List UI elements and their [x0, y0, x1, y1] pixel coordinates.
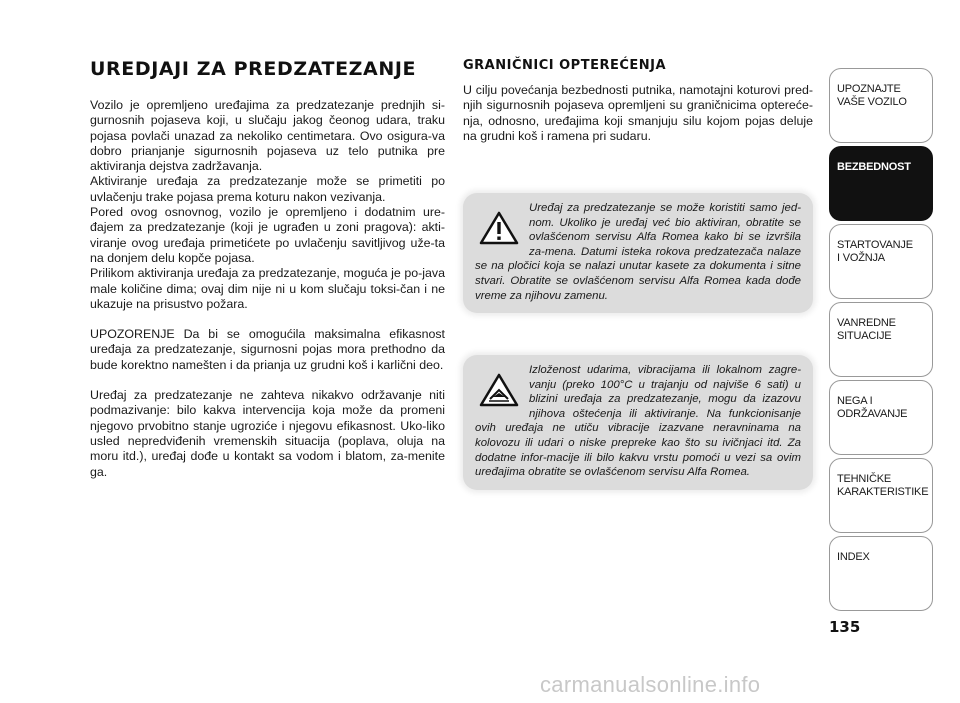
- right-column: [463, 58, 813, 144]
- tab-label: TEHNIČKE KARAKTERISTIKE: [837, 473, 929, 498]
- tab-vanredne-situacije[interactable]: [829, 302, 933, 377]
- watermark: carmanualsonline.info: [540, 672, 761, 697]
- tab-startovanje-i-voznja[interactable]: [829, 224, 933, 299]
- tab-bezbednost[interactable]: [829, 146, 933, 221]
- tab-upoznajte-vase-vozilo[interactable]: [829, 68, 933, 143]
- left-column: [90, 58, 445, 480]
- tab-label: NEGA I ODRŽAVANJE: [837, 395, 908, 420]
- paragraph: Prilikom aktiviranja uređaja za predzatezanje, moguća je po-java male količine dima; ovaj dim nije ni u kom slučaju toksi-čan i ne ukazuje na prisustvo požara.: [90, 266, 445, 311]
- warning-text: Uređaj za predzatezanje se može koristiti samo jed-nom. Ukoliko je uređaj već bio aktiviran, obratite se ovlašćenom servisu Alfa Romea kako bi se izvršila za-mena. Datumi isteka rokova predzatezača nalaze se na pločici koja se nalazi unutar kasete za dokumenta i sitne stvari. Obratite se ovlašćenom servisu Alfa Romea kada dođe vreme za njihovu zamenu.: [475, 202, 801, 302]
- hot-surface-warning-icon: [479, 373, 519, 407]
- paragraph: U cilju povećanja bezbednosti putnika, namotajni koturovi pred-njih sigurnosnih pojaseva opremljeni su graničnicima optereće-nja, odnosno, uređajima koji smanjuju silu kojom pojas deluje na grudni koš i ramena pri sudaru.: [463, 83, 813, 143]
- tab-nega-i-odrzavanje[interactable]: [829, 380, 933, 455]
- paragraph: Uređaj za predzatezanje ne zahteva nikakvo održavanje niti podmazivanje: bilo kakva intervencija koja može da promeni njegovo prvobitno stanje ugroziće i njegovu efikasnost. Uko-liko usled nepredviđenih vremenskih situacija (poplava, oluja na moru itd.), uređaj dođe u kontakt sa vodom i blatom, za-menite ga.: [90, 388, 445, 479]
- warning-paragraph: UPOZORENJE Da bi se omogućila maksimalna efikasnost uređaja za predzatezanje, sigurnosni pojas mora prethodno da bude korektno namešten i da prianja uz grudni koš i karlični deo.: [90, 327, 445, 372]
- warning-triangle-icon: [479, 211, 519, 245]
- warning-text: Izloženost udarima, vibracijama ili lokalnom zagre-vanju (preko 100°C u trajanju od najviše 6 sati) u blizini uređaja za predzatezanje, mogu da izazovu njihova oštećenja ili aktiviranje. Na funkcionisanje ovih uređaja ne utiču vibracije izazvane neravninama na kolovozu ili udari o niske prepreke kao što su ivičnjaci itd. Za dodatne infor-macije ili bilo kakvu vrstu pomoći u vezi sa ovim uređajima obratite se ovlašćenom servisu Alfa Romea.: [475, 364, 801, 479]
- tab-label: VANREDNE SITUACIJE: [837, 317, 896, 342]
- tab-label: UPOZNAJTE VAŠE VOZILO: [837, 83, 907, 108]
- section-title-pretensioners: UREDJAJI ZA PREDZATEZANJE: [90, 58, 417, 80]
- section-title-load-limiters: GRANIČNICI OPTEREĆENJA: [463, 58, 667, 73]
- warning-box-heat-vibration: [463, 355, 813, 490]
- paragraph: Aktiviranje uređaja za predzatezanje može se primetiti po uvlačenju trake pojasa prema koturu nakon vezivanja.: [90, 174, 445, 204]
- warning-box-single-use: [463, 193, 813, 313]
- tab-tehnicke-karakteristike[interactable]: [829, 458, 933, 533]
- paragraph: Pored ovog osnovnog, vozilo je opremljeno i dodatnim ure-đajem za predzatezanje (koji je ugrađen u zoni pragova): akti-viranje ovog uređaja primetićete po uvlačenju savitljivog uže-ta na donjem delu kopče pojasa.: [90, 205, 445, 265]
- paragraph: Vozilo je opremljeno uređajima za predzatezanje prednjih si-gurnosnih pojaseva koji, u slučaju jakog čeonog udara, traku pojasa povlači unazad za nekoliko centimetara. Ovo osigura-va dobro prianjanje sigurnosnih pojaseva uz telo putnika pre aktiviranja dejstva zadržavanja.: [90, 98, 445, 174]
- tab-label: STARTOVANJE I VOŽNJA: [837, 239, 913, 264]
- page-number: 135: [829, 618, 861, 636]
- tab-label: BEZBEDNOST: [837, 161, 911, 173]
- tab-index[interactable]: [829, 536, 933, 611]
- tab-label: INDEX: [837, 551, 870, 563]
